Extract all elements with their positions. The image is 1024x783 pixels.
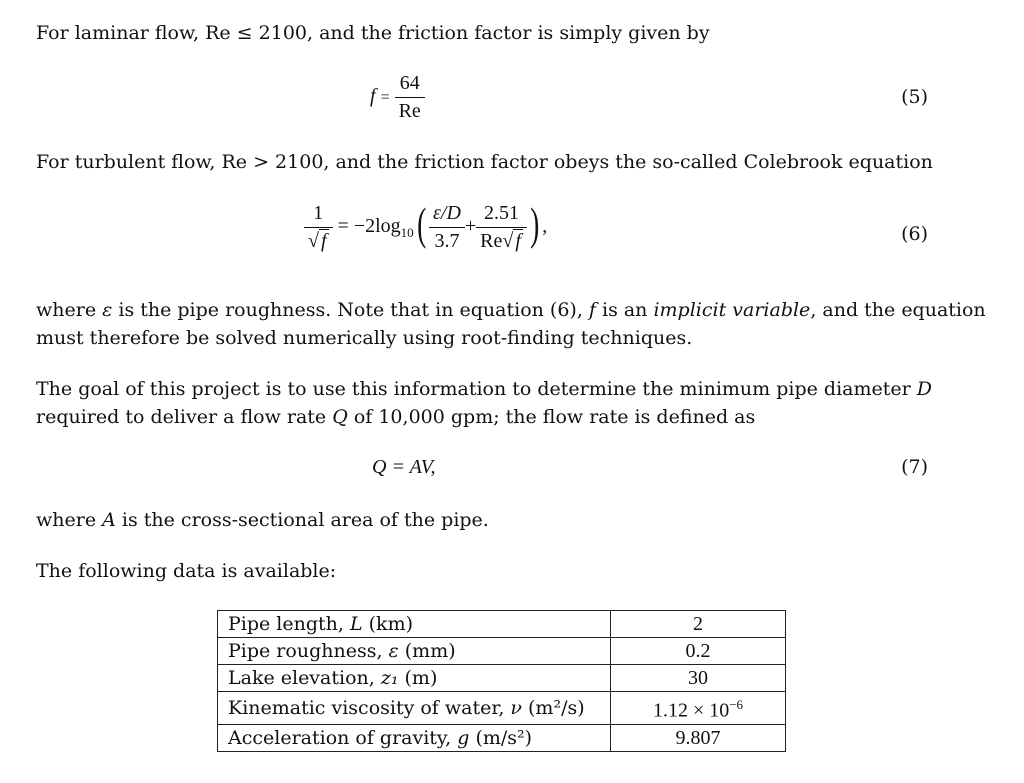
table-row xyxy=(218,611,786,638)
text-segment: of 10,000 gpm; the flow rate is defined as xyxy=(347,406,756,428)
text-segment: where xyxy=(36,299,103,321)
text-symbol: Q xyxy=(332,406,348,428)
table-cell-label: Pipe roughness, ε (mm) xyxy=(218,638,611,665)
paragraph-laminar xyxy=(36,19,710,47)
text-segment: required to deliver a flow rate xyxy=(36,406,333,428)
text-symbol: A xyxy=(102,509,116,531)
eq-comma: , xyxy=(542,215,548,238)
table-row xyxy=(218,665,786,692)
table-cell-label: Kinematic viscosity of water, ν (m²/s) xyxy=(218,692,611,725)
paragraph-turbulent xyxy=(36,148,933,176)
text-symbol: ε xyxy=(102,299,113,321)
paragraph-roughness xyxy=(36,296,986,352)
eq-log-base: 10 xyxy=(400,225,414,241)
table-cell-value: 0.2 xyxy=(611,638,786,665)
paragraph-data-intro: The following data is available: xyxy=(36,560,337,582)
table-row xyxy=(218,638,786,665)
text-emphasis: implicit variable xyxy=(653,299,811,321)
equation-number-5: (5) xyxy=(901,86,928,108)
text-segment: where xyxy=(36,509,103,531)
left-paren: ( xyxy=(416,198,426,249)
text-segment: is the pipe roughness. Note that in equation (6), xyxy=(112,299,589,321)
text-segment: is the cross-sectional area of the pipe. xyxy=(115,509,489,531)
table-row xyxy=(218,724,786,751)
table-cell-value: 2 xyxy=(611,611,786,638)
right-paren: ) xyxy=(530,198,540,249)
table-cell-label: Lake elevation, z₁ (m) xyxy=(218,665,611,692)
text-segment: Re ≤ 2100, and the friction factor is simply given by xyxy=(205,22,710,44)
eq-numerator: 1 xyxy=(304,202,333,228)
paragraph-area xyxy=(36,506,489,534)
text-segment: Re > 2100, and the friction factor obeys the so-called Colebrook equation xyxy=(221,151,933,173)
text-segment: , and the equation xyxy=(810,299,986,321)
paragraph-goal xyxy=(36,375,932,431)
equation-number-7: (7) xyxy=(901,456,928,478)
table-cell-label: Pipe length, L (km) xyxy=(218,611,611,638)
equation-7: Q = AV, xyxy=(372,456,436,478)
eq-equals: = xyxy=(380,89,390,107)
text-symbol: f xyxy=(588,299,596,321)
text-segment: For laminar flow, xyxy=(36,22,206,44)
text-segment: is an xyxy=(595,299,654,321)
table-cell-value: 30 xyxy=(611,665,786,692)
equation-number-6: (6) xyxy=(901,223,928,245)
eq-denominator: Re xyxy=(398,100,421,122)
eq-numerator: 64 xyxy=(395,72,425,98)
eq-numerator: 2.51 xyxy=(476,202,527,228)
data-table xyxy=(217,610,786,752)
equation-5 xyxy=(370,72,425,123)
eq-equals-log: = −2log xyxy=(337,215,401,238)
equation-6: $\frac{1}{√ f}$ = $-2\log_{10}$( $\frac{\varepsilon/D}{3.7}$ + $\frac{2.51}{Re√ f}$ ) , xyxy=(304,201,547,254)
eq-plus: + xyxy=(464,215,477,238)
eq-re: Re xyxy=(480,230,503,252)
table-cell-label: Acceleration of gravity, g (m/s²) xyxy=(218,724,611,751)
eq-symbol: f xyxy=(370,85,376,108)
eq-numerator: ε/D xyxy=(429,202,465,228)
text-segment: must therefore be solved numerically using root-finding techniques. xyxy=(36,327,693,349)
text-symbol: D xyxy=(916,378,932,400)
table-row xyxy=(218,692,786,725)
table-cell-value: $1.12 \times 10^{-6}$ xyxy=(611,692,786,725)
table-cell-value: 9.807 xyxy=(611,724,786,751)
text-segment: The goal of this project is to use this information to determine the minimum pipe diameter xyxy=(36,378,917,400)
text-segment: For turbulent flow, xyxy=(36,151,222,173)
eq-symbol: f xyxy=(320,230,327,252)
eq-denominator: 3.7 xyxy=(434,230,460,252)
eq-symbol: f xyxy=(515,230,521,252)
